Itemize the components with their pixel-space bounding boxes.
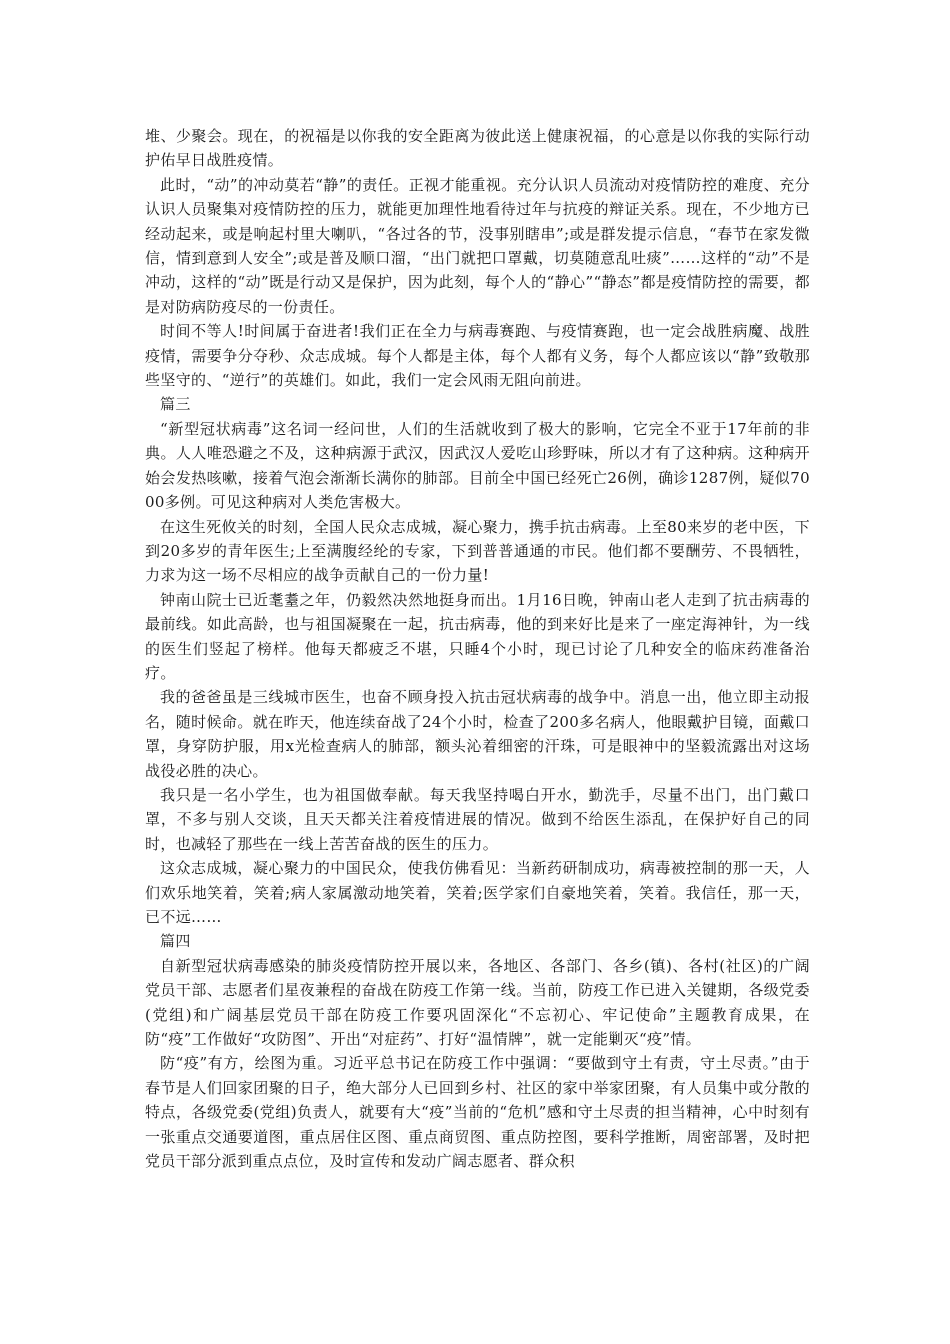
section-heading: 篇三 — [160, 395, 191, 414]
paragraph: 此时，“动”的冲动莫若“静”的责任。正视才能重视。充分认识人员流动对疫情防控的难度、充分认识人员聚集对疫情防控的压力，就能更加理性地看待过年与抗疫的辩证关系。现在，不少地方已经动起来，或是响起村里大喇叭，“各过各的节，没事别瞎串”;或是群发提示信息，“春节在家发微信，情到意到人安全”;或是普及顺口溜，“出门就把口罩戴，切莫随意乱吐痰”……这样的“动”不是冲动，这样的“动”既是行动又是保护，因为此刻，每个人的“静心”“静态”都是疫情防控的需要，都是对防病防疫尽的一份责任。 — [145, 175, 810, 316]
paragraph: “新型冠状病毒”这名词一经问世，人们的生活就收到了极大的影响，它完全不亚于17年前的非典。人人唯恐避之不及，这种病源于武汉，因武汉人爱吃山珍野味，所以才有了这种病。这种病开始会发热咳嗽，接着气泡会渐渐长满你的肺部。目前全中国已经死亡26例，确诊1287例，疑似7000多例。可见这种病对人类危害极大。 — [145, 419, 810, 512]
section-heading: 篇四 — [160, 932, 191, 951]
paragraph: 这众志成城，凝心聚力的中国民众，使我仿佛看见：当新药研制成功，病毒被控制的那一天，人们欢乐地笑着，笑着;病人家属激动地笑着，笑着;医学家们自豪地笑着，笑着。我信任，那一天，已不远…… — [145, 859, 810, 926]
paragraph: 我的爸爸虽是三线城市医生，也奋不顾身投入抗击冠状病毒的战争中。消息一出，他立即主动报名，随时候命。就在昨天，他连续奋战了24个小时，检查了200多名病人，他眼戴护目镜，面戴口罩，身穿防护服，用x光检查病人的肺部，额头沁着细密的汗珠，可是眼神中的坚毅流露出对这场战役必胜的决心。 — [145, 688, 810, 780]
paragraph: 自新型冠状病毒感染的肺炎疫情防控开展以来，各地区、各部门、各乡(镇)、各村(社区)的广阔党员干部、志愿者们星夜兼程的奋战在防疫工作第一线。当前，防疫工作已进入关键期，各级党委(党组)和广阔基层党员干部在防疫工作要巩固深化“不忘初心、牢记使命”主题教育成果，在防“疫”工作做好“攻防图”、开出“对症药”、打好“温情牌”，就一定能剿灭“疫”情。 — [145, 956, 810, 1049]
paragraph: 时间不等人!时间属于奋进者!我们正在全力与病毒赛跑、与疫情赛跑，也一定会战胜病魔、战胜疫情，需要争分夺秒、众志成城。每个人都是主体，每个人都有义务，每个人都应该以“静”致敬那些坚守的、“逆行”的英雄们。如此，我们一定会风雨无阻向前进。 — [145, 322, 810, 390]
paragraph: 我只是一名小学生，也为祖国做奉献。每天我坚持喝白开水，勤洗手，尽量不出门，出门戴口罩，不多与别人交谈，且天天都关注着疫情进展的情况。做到不给医生添乱，在保护好自己的同时，也减轻了那些在一线上苦苦奋战的医生的压力。 — [145, 785, 810, 853]
paragraph: 钟南山院士已近耄耋之年，仍毅然决然地挺身而出。1月16日晚，钟南山老人走到了抗击病毒的最前线。如此高龄，也与祖国凝聚在一起，抗击病毒，他的到来好比是来了一座定海神针，为一线的医生们竖起了榜样。他每天都疲乏不堪，只睡4个小时，现已讨论了几种安全的临床药准备治疗。 — [145, 590, 810, 682]
paragraph: 堆、少聚会。现在，的祝福是以你我的安全距离为彼此送上健康祝福，的心意是以你我的实际行动护佑早日战胜疫情。 — [145, 127, 810, 170]
document-body — [145, 124, 810, 1173]
paragraph: 防“疫”有方，绘图为重。习近平总书记在防疫工作中强调：“要做到守土有责，守土尽责。”由于春节是人们回家团聚的日子，绝大部分人已回到乡村、社区的家中举家团聚，有人员集中或分散的特点，各级党委(党组)负责人，就要有大“疫”当前的“危机”感和守土尽责的担当精神，心中时刻有一张重点交通要道图，重点居住区图、重点商贸图、重点防控图，要科学推断，周密部署，及时把党员干部分派到重点点位，及时宣传和发动广阔志愿者、群众积 — [145, 1054, 810, 1171]
paragraph: 在这生死攸关的时刻，全国人民众志成城，凝心聚力，携手抗击病毒。上至80来岁的老中医，下到20多岁的青年医生;上至满腹经纶的专家，下到普普通通的市民。他们都不要酬劳、不畏牺牲，力求为这一场不尽相应的战争贡献自己的一份力量! — [145, 517, 810, 585]
